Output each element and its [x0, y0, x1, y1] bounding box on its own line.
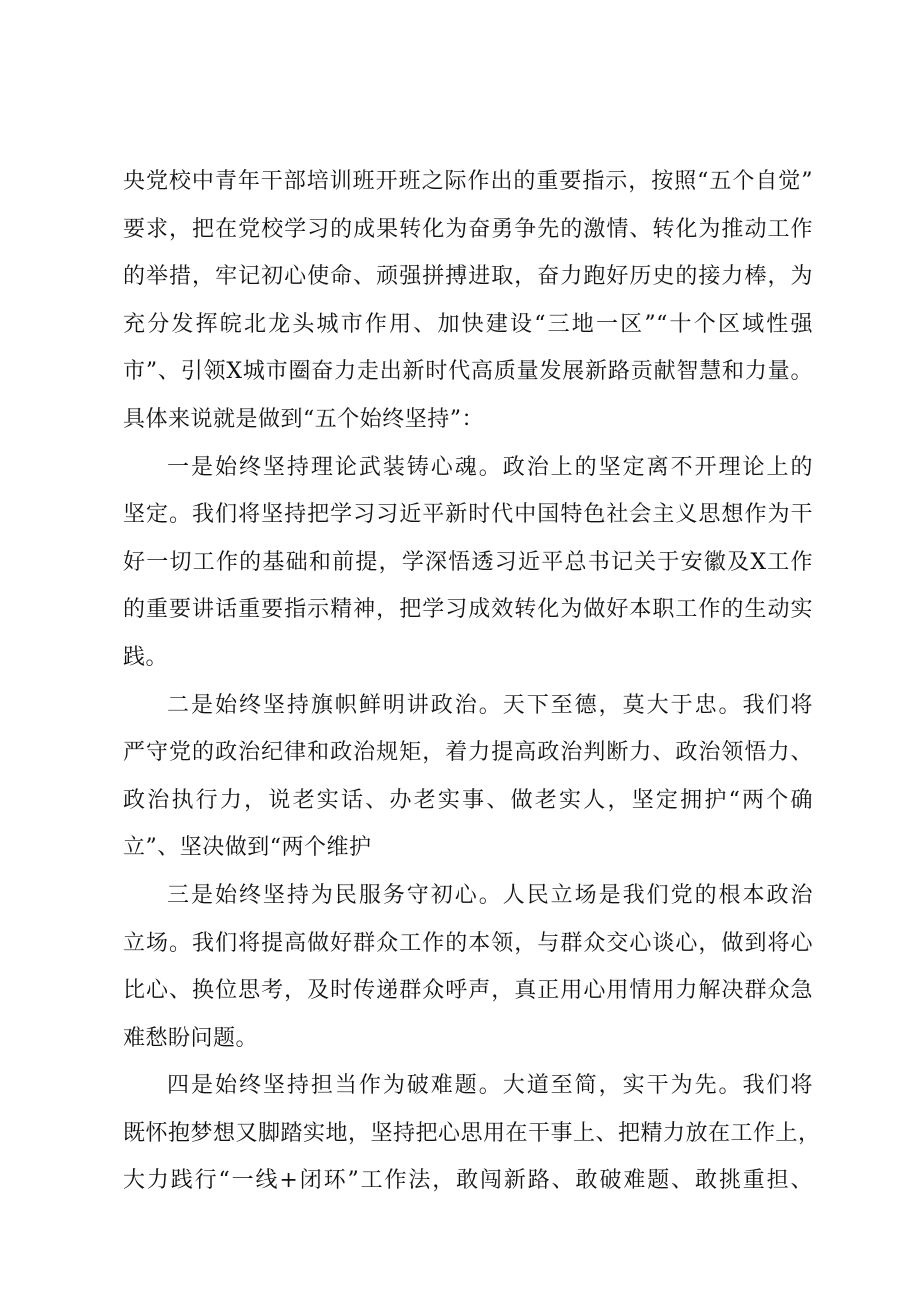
paragraph-5 [123, 1062, 821, 1205]
text-line: 践。 [123, 644, 169, 670]
paragraph-4 [123, 872, 813, 1062]
text-line: 一是始终坚持理论武装铸心魂。政治上的坚定离不开理论上的 [167, 454, 813, 480]
text-line: 充分发挥皖北龙头城市作用、加快建设“三地一区”“十个区域性强 [123, 311, 813, 337]
text-line: 严守党的政治纪律和政治规矩，着力提高政治判断力、政治领悟力、 [123, 740, 813, 766]
text-line: 比心、换位思考，及时传递群众呼声，真正用心用情用力解决群众急 [123, 978, 813, 1004]
text-line: 的举措，牢记初心使命、顽强拼搏进取，奋力跑好历史的接力棒，为 [123, 264, 813, 290]
text-line: 大力践行“一线+闭环”工作法，敢闯新路、敢破难题、敢挑重担、 [123, 1168, 813, 1194]
text-line: 的重要讲话重要指示精神，把学习成效转化为做好本职工作的生动实 [123, 597, 813, 623]
text-line: 央党校中青年干部培训班开班之际作出的重要指示，按照“五个自觉” [123, 169, 813, 194]
paragraph-2 [123, 444, 813, 682]
document-body [123, 158, 821, 1205]
text-line: 政治执行力，说老实话、办老实事、做老实人，坚定拥护“两个确 [123, 787, 813, 813]
text-line: 具体来说就是做到“五个始终坚持”： [123, 406, 484, 432]
text-line: 立场。我们将提高做好群众工作的本领，与群众交心谈心，做到将心 [123, 930, 813, 956]
text-line: 立”、坚决做到“两个维护 [123, 835, 372, 861]
text-line: 四是始终坚持担当作为破难题。大道至简，实干为先。我们将 [167, 1073, 813, 1099]
paragraph-3 [123, 682, 813, 872]
text-line: 坚定。我们将坚持把学习习近平新时代中国特色社会主义思想作为干 [123, 502, 813, 528]
text-line: 好一切工作的基础和前提，学深悟透习近平总书记关于安徽及X工作 [123, 549, 813, 575]
text-line: 要求，把在党校学习的成果转化为奋勇争先的激情、转化为推动工作 [123, 216, 813, 242]
text-line: 难愁盼问题。 [123, 1025, 259, 1051]
paragraph-1 [123, 158, 813, 444]
text-line: 三是始终坚持为民服务守初心。人民立场是我们党的根本政治 [167, 882, 813, 908]
text-line: 既怀抱梦想又脚踏实地，坚持把心思用在干事上、把精力放在工作上， [123, 1120, 821, 1146]
text-line: 二是始终坚持旗帜鲜明讲政治。天下至德，莫大于忠。我们将 [167, 692, 813, 718]
text-line: 市”、引领X城市圈奋力走出新时代高质量发展新路贡献智慧和力量。 [123, 359, 813, 385]
